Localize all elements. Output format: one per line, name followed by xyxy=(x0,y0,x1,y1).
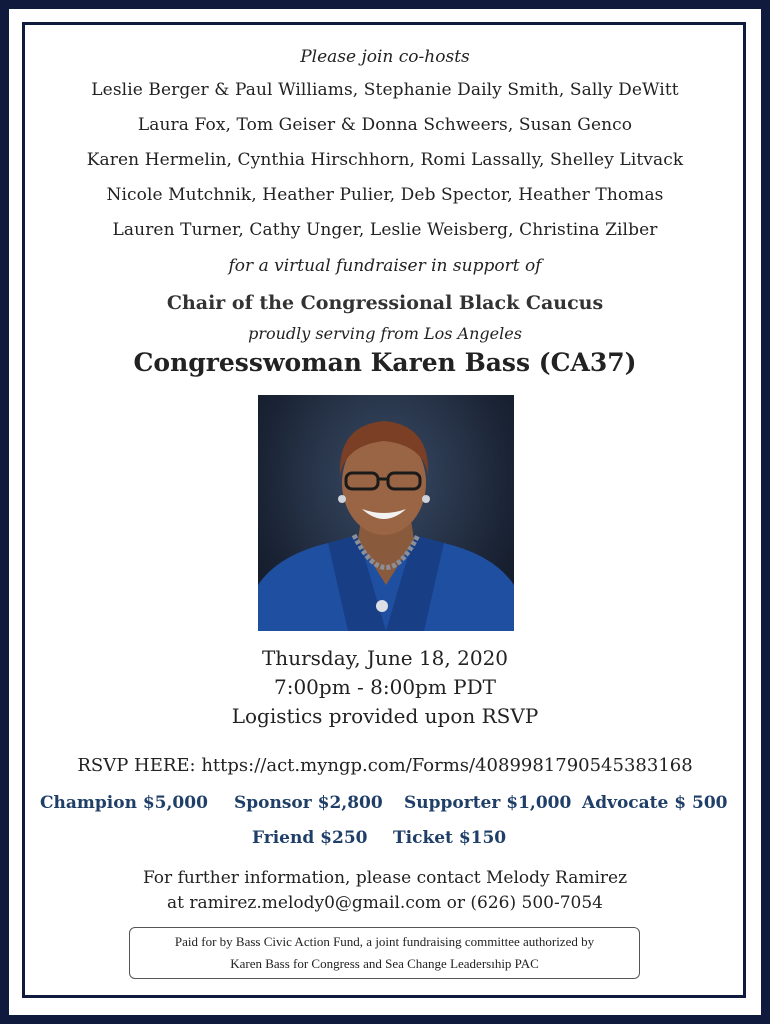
event-date: Thursday, June 18, 2020 xyxy=(261,646,509,670)
fundraiser-purpose: for a virtual fundraiser in support of xyxy=(228,256,542,276)
disclaimer-line-1: Paid for by Bass Civic Action Fund, a joint fundraising committee authorized by xyxy=(174,934,595,949)
tier-friend: Friend $250 xyxy=(252,828,368,848)
event-time: 7:00pm - 8:00pm PDT xyxy=(273,675,497,699)
honoree-name: Congresswoman Karen Bass (CA37) xyxy=(133,348,637,377)
cohost-line-3: Karen Hermelin, Cynthia Hirschhorn, Romi Lassally, Shelley Litvack xyxy=(86,150,684,170)
paid-for-disclaimer xyxy=(129,927,640,979)
cohost-line-4: Nicole Mutchnik, Heather Pulier, Deb Spector, Heather Thomas xyxy=(106,185,664,205)
tier-ticket: Ticket $150 xyxy=(393,828,507,848)
contact-line-1: For further information, please contact Melody Ramirez xyxy=(142,868,628,888)
cohost-line-2: Laura Fox, Tom Geiser & Donna Schweers, Susan Genco xyxy=(137,115,633,135)
cohost-line-1: Leslie Berger & Paul Williams, Stephanie Daily Smith, Sally DeWitt xyxy=(91,80,679,100)
portrait-photo xyxy=(258,395,514,631)
serving-line: proudly serving from Los Angeles xyxy=(248,324,522,343)
cohosts-intro: Please join co-hosts xyxy=(300,47,470,67)
disclaimer-line-2: Karen Bass for Congress and Sea Change Leadersıhip PAC xyxy=(230,956,539,971)
tier-supporter: Supporter $1,000 xyxy=(404,793,572,813)
cohost-line-5: Lauren Turner, Cathy Unger, Leslie Weisberg, Christina Zilber xyxy=(112,220,658,240)
portrait-illustration xyxy=(258,395,514,631)
contact-line-2: at ramirez.melody0@gmail.com or (626) 500-7054 xyxy=(167,893,603,913)
tier-advocate: Advocate $ 500 xyxy=(582,793,728,813)
chair-title: Chair of the Congressional Black Caucus xyxy=(166,292,604,314)
event-logistics: Logistics provided upon RSVP xyxy=(231,704,539,728)
tier-champion: Champion $5,000 xyxy=(40,793,208,813)
tier-sponsor: Sponsor $2,800 xyxy=(234,793,383,813)
rsvp-link[interactable]: RSVP HERE: https://act.myngp.com/Forms/4089981790545383168 xyxy=(77,755,693,776)
